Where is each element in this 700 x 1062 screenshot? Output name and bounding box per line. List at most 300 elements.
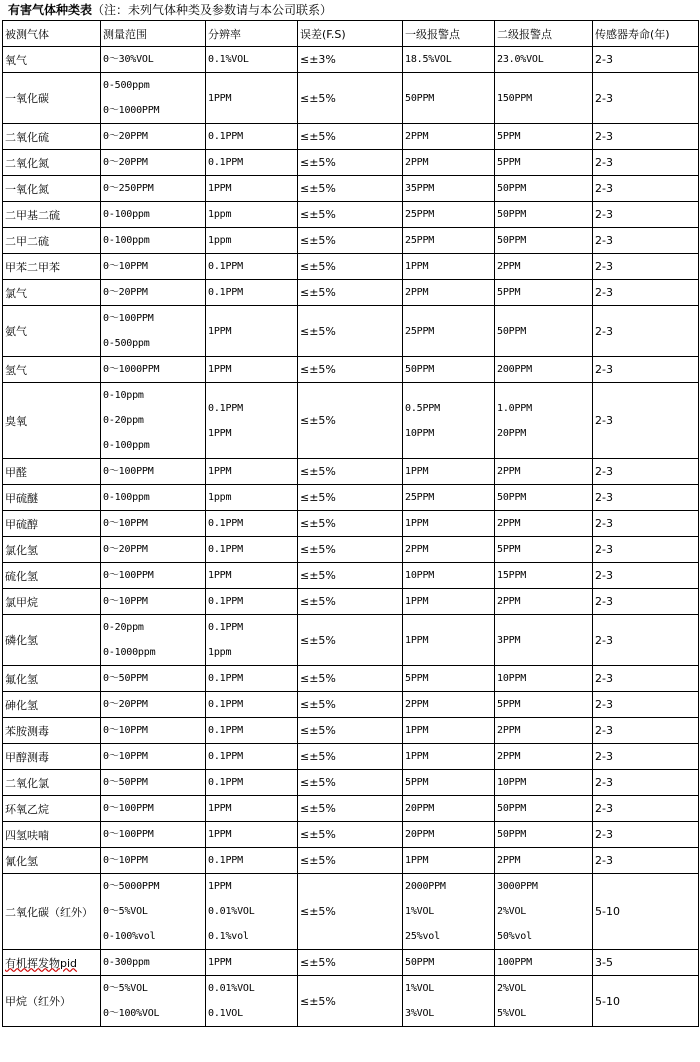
cell-resolution <box>206 848 298 874</box>
table-row <box>3 770 699 796</box>
cell-error <box>298 124 403 150</box>
cell-line: 100PPM <box>497 957 532 968</box>
cell-text: 3-5 <box>595 956 613 969</box>
cell-error <box>298 254 403 280</box>
cell-line: 0～10PPM <box>103 261 148 272</box>
document-title <box>8 0 332 20</box>
cell-line: 3000PPM <box>497 881 538 892</box>
cell-line: 0～20PPM <box>103 544 148 555</box>
cell-line: 2PPM <box>497 725 521 736</box>
cell-resolution <box>206 874 298 950</box>
title-main: 有害气体种类表 <box>8 3 93 17</box>
cell-error <box>298 306 403 357</box>
cell-alarm2 <box>495 718 593 744</box>
cell-line: 2PPM <box>497 855 521 866</box>
cell-text: 2-3 <box>595 465 613 478</box>
cell-line: 0.1PPM <box>208 596 243 607</box>
gas-parameter-table <box>2 20 699 1027</box>
table-row <box>3 537 699 563</box>
cell-line: 5PPM <box>405 673 429 684</box>
cell-life <box>593 692 699 718</box>
cell-text: ≤±5% <box>300 854 336 867</box>
cell-gas <box>3 718 101 744</box>
cell-resolution <box>206 280 298 306</box>
table-header-row <box>3 21 699 47</box>
cell-text: ≤±5% <box>300 828 336 841</box>
cell-range <box>101 976 206 1027</box>
cell-range <box>101 383 206 459</box>
cell-life <box>593 537 699 563</box>
cell-range <box>101 357 206 383</box>
cell-alarm2 <box>495 796 593 822</box>
cell-text: 一氧化氮 <box>5 182 49 196</box>
cell-text: 2-3 <box>595 750 613 763</box>
cell-error <box>298 563 403 589</box>
cell-line: 25PPM <box>405 492 435 503</box>
cell-alarm2 <box>495 615 593 666</box>
cell-text: 二甲二硫 <box>5 234 49 248</box>
cell-text: 氯气 <box>5 286 27 300</box>
cell-life <box>593 718 699 744</box>
cell-error <box>298 459 403 485</box>
cell-text: 甲硫醚 <box>5 491 38 505</box>
cell-life <box>593 176 699 202</box>
cell-error <box>298 150 403 176</box>
cell-error <box>298 202 403 228</box>
cell-alarm1 <box>403 383 495 459</box>
table-row <box>3 615 699 666</box>
cell-text: 2-3 <box>595 491 613 504</box>
cell-gas <box>3 950 101 976</box>
cell-gas <box>3 228 101 254</box>
cell-text: 氢气 <box>5 363 27 377</box>
cell-text: ≤±5% <box>300 414 336 427</box>
cell-life <box>593 202 699 228</box>
cell-line: 0-100ppm <box>103 209 150 220</box>
cell-line: 0.1PPM <box>208 157 243 168</box>
header-life: 传感器寿命(年) <box>593 21 699 47</box>
cell-resolution <box>206 615 298 666</box>
cell-text: 二氧化硫 <box>5 130 49 144</box>
cell-text: 甲醛 <box>5 465 27 479</box>
cell-text: 臭氧 <box>5 414 27 428</box>
cell-line: 1PPM <box>208 957 232 968</box>
cell-line: 0.1VOL <box>208 1008 243 1019</box>
cell-gas <box>3 563 101 589</box>
cell-line: 0.1%vol <box>208 931 249 942</box>
cell-line: 0.1PPM <box>208 673 243 684</box>
cell-resolution <box>206 254 298 280</box>
cell-text: 2-3 <box>595 776 613 789</box>
cell-text: ≤±5% <box>300 91 336 105</box>
cell-line: 3%VOL <box>405 1008 435 1019</box>
table-row <box>3 874 699 950</box>
cell-text: ≤±5% <box>300 208 336 221</box>
cell-error <box>298 848 403 874</box>
cell-range <box>101 485 206 511</box>
table-row <box>3 306 699 357</box>
cell-line: 0～100%VOL <box>103 1008 160 1019</box>
table-row <box>3 228 699 254</box>
cell-gas <box>3 150 101 176</box>
cell-line: 5PPM <box>405 777 429 788</box>
cell-error <box>298 280 403 306</box>
cell-line: 25PPM <box>405 235 435 246</box>
cell-line: 0～100PPM <box>103 829 154 840</box>
cell-text: 5-10 <box>595 994 620 1008</box>
cell-line: 20PPM <box>497 427 527 439</box>
cell-line: 1ppm <box>208 209 232 220</box>
cell-text: ≤±5% <box>300 956 336 969</box>
cell-error <box>298 666 403 692</box>
cell-text: 2-3 <box>595 854 613 867</box>
cell-text: ≤±5% <box>300 724 336 737</box>
cell-error <box>298 950 403 976</box>
cell-line: 2PPM <box>405 544 429 555</box>
cell-line: 18.5%VOL <box>405 54 452 65</box>
cell-error <box>298 383 403 459</box>
cell-alarm1 <box>403 537 495 563</box>
cell-range <box>101 306 206 357</box>
cell-text: 甲烷（红外） <box>5 995 71 1008</box>
cell-text: ≤±5% <box>300 286 336 299</box>
cell-alarm2 <box>495 383 593 459</box>
cell-resolution <box>206 744 298 770</box>
cell-line: 1PPM <box>208 466 232 477</box>
cell-alarm1 <box>403 950 495 976</box>
cell-line: 50PPM <box>497 209 527 220</box>
cell-gas <box>3 124 101 150</box>
cell-line: 2PPM <box>497 466 521 477</box>
cell-gas <box>3 822 101 848</box>
cell-line: 10PPM <box>497 673 527 684</box>
cell-error <box>298 822 403 848</box>
cell-alarm2 <box>495 874 593 950</box>
cell-alarm2 <box>495 228 593 254</box>
cell-line: 0～50PPM <box>103 777 148 788</box>
cell-text: ≤±5% <box>300 517 336 530</box>
cell-alarm1 <box>403 150 495 176</box>
cell-line: 2PPM <box>405 699 429 710</box>
cell-life <box>593 254 699 280</box>
cell-error <box>298 615 403 666</box>
cell-line: 2%VOL <box>497 906 527 917</box>
cell-alarm1 <box>403 459 495 485</box>
cell-text: 2-3 <box>595 414 613 427</box>
cell-text: 2-3 <box>595 595 613 608</box>
table-row <box>3 589 699 615</box>
cell-life <box>593 383 699 459</box>
cell-alarm1 <box>403 306 495 357</box>
cell-life <box>593 976 699 1027</box>
cell-line: 0～20PPM <box>103 699 148 710</box>
cell-alarm2 <box>495 150 593 176</box>
cell-line: 50PPM <box>405 957 435 968</box>
cell-text: ≤±5% <box>300 776 336 789</box>
cell-line: 0.01%VOL <box>208 906 255 917</box>
cell-alarm2 <box>495 202 593 228</box>
cell-gas <box>3 744 101 770</box>
table-row <box>3 47 699 73</box>
cell-range <box>101 228 206 254</box>
cell-alarm2 <box>495 976 593 1027</box>
cell-line: 0～5%VOL <box>103 906 148 917</box>
cell-alarm2 <box>495 459 593 485</box>
cell-text: 四氢呋喃 <box>5 828 49 842</box>
table-row <box>3 459 699 485</box>
cell-range <box>101 124 206 150</box>
cell-life <box>593 357 699 383</box>
cell-line: 0～50PPM <box>103 673 148 684</box>
cell-text: 氧气 <box>5 53 27 67</box>
cell-gas <box>3 589 101 615</box>
cell-resolution <box>206 563 298 589</box>
cell-line: 50%vol <box>497 931 532 942</box>
cell-text: 二氧化碳（红外） <box>5 905 93 919</box>
cell-line: 1PPM <box>208 183 232 194</box>
cell-line: 0～250PPM <box>103 183 154 194</box>
cell-error <box>298 47 403 73</box>
cell-line: 0～10PPM <box>103 725 148 736</box>
cell-line: 50PPM <box>405 364 435 375</box>
cell-gas <box>3 692 101 718</box>
cell-resolution <box>206 485 298 511</box>
cell-gas <box>3 874 101 950</box>
cell-resolution <box>206 822 298 848</box>
cell-life <box>593 615 699 666</box>
cell-life <box>593 744 699 770</box>
cell-resolution <box>206 511 298 537</box>
cell-alarm1 <box>403 280 495 306</box>
cell-alarm1 <box>403 796 495 822</box>
cell-error <box>298 976 403 1027</box>
cell-text: 2-3 <box>595 828 613 841</box>
cell-text: 2-3 <box>595 260 613 273</box>
cell-line: 1PPM <box>405 518 429 529</box>
cell-line: 0～100PPM <box>103 803 154 814</box>
table-row <box>3 796 699 822</box>
cell-line: 1PPM <box>208 803 232 814</box>
cell-line: 50PPM <box>497 492 527 503</box>
cell-life <box>593 280 699 306</box>
cell-line: 1PPM <box>208 881 232 892</box>
cell-line: 1PPM <box>405 751 429 762</box>
cell-line: 5PPM <box>497 699 521 710</box>
cell-text: 环氧乙烷 <box>5 802 49 816</box>
cell-life <box>593 563 699 589</box>
cell-error <box>298 176 403 202</box>
cell-line: 35PPM <box>405 183 435 194</box>
cell-range <box>101 950 206 976</box>
cell-gas <box>3 47 101 73</box>
cell-line: 0～20PPM <box>103 131 148 142</box>
cell-resolution <box>206 47 298 73</box>
cell-alarm2 <box>495 563 593 589</box>
title-note: （注：未列气体种类及参数请与本公司联系） <box>92 3 333 17</box>
cell-line: 0.1PPM <box>208 402 243 414</box>
table-row <box>3 150 699 176</box>
cell-text: ≤±3% <box>300 53 336 66</box>
cell-life <box>593 150 699 176</box>
table-row <box>3 176 699 202</box>
cell-text: 氯化氢 <box>5 543 38 557</box>
cell-alarm1 <box>403 254 495 280</box>
cell-alarm2 <box>495 357 593 383</box>
cell-text: 2-3 <box>595 724 613 737</box>
cell-error <box>298 692 403 718</box>
cell-alarm2 <box>495 254 593 280</box>
cell-line: 50PPM <box>497 803 527 814</box>
table-row <box>3 822 699 848</box>
cell-gas <box>3 73 101 124</box>
cell-text: ≤±5% <box>300 260 336 273</box>
cell-life <box>593 47 699 73</box>
cell-line: 0-20ppm <box>103 415 144 426</box>
cell-line: 2PPM <box>497 596 521 607</box>
cell-text: 甲硫醇 <box>5 517 38 531</box>
cell-alarm2 <box>495 537 593 563</box>
cell-error <box>298 796 403 822</box>
cell-text: ≤±5% <box>300 905 336 918</box>
cell-alarm2 <box>495 176 593 202</box>
cell-alarm1 <box>403 511 495 537</box>
cell-range <box>101 47 206 73</box>
cell-line: 0.1PPM <box>208 777 243 788</box>
cell-line: 0-1000ppm <box>103 647 156 658</box>
cell-line: 1%VOL <box>405 906 435 917</box>
cell-line: 0～10PPM <box>103 518 148 529</box>
cell-range <box>101 874 206 950</box>
cell-life <box>593 124 699 150</box>
cell-text: ≤±5% <box>300 698 336 711</box>
header-alarm2: 二级报警点 <box>495 21 593 47</box>
cell-range <box>101 459 206 485</box>
cell-alarm2 <box>495 744 593 770</box>
cell-text: 氨气 <box>5 325 27 338</box>
cell-line: 10PPM <box>405 570 435 581</box>
header-error: 误差(F.S) <box>298 21 403 47</box>
cell-line: 20PPM <box>405 803 435 814</box>
cell-resolution <box>206 589 298 615</box>
cell-error <box>298 589 403 615</box>
cell-line: 5PPM <box>497 544 521 555</box>
cell-line: 0.1PPM <box>208 622 243 633</box>
cell-alarm1 <box>403 176 495 202</box>
cell-range <box>101 770 206 796</box>
cell-line: 1ppm <box>208 647 232 658</box>
cell-text: 2-3 <box>595 182 613 195</box>
cell-life <box>593 73 699 124</box>
cell-line: 1PPM <box>405 596 429 607</box>
cell-text: 氯甲烷 <box>5 595 38 609</box>
cell-line: 0-100ppm <box>103 492 150 503</box>
cell-resolution <box>206 176 298 202</box>
cell-text: ≤±5% <box>300 363 336 376</box>
cell-line: 3PPM <box>497 634 521 646</box>
cell-text: 2-3 <box>595 286 613 299</box>
cell-alarm2 <box>495 73 593 124</box>
cell-line: 0.1PPM <box>208 751 243 762</box>
cell-line: 10PPM <box>497 777 527 788</box>
cell-range <box>101 589 206 615</box>
table-row <box>3 976 699 1027</box>
cell-text: ≤±5% <box>300 750 336 763</box>
cell-line: 200PPM <box>497 364 532 375</box>
cell-alarm2 <box>495 485 593 511</box>
cell-text: 2-3 <box>595 234 613 247</box>
cell-line: 50PPM <box>405 92 435 104</box>
cell-line: 25%vol <box>405 931 440 942</box>
cell-alarm1 <box>403 692 495 718</box>
cell-line: 0.1PPM <box>208 261 243 272</box>
header-gas: 被测气体 <box>3 21 101 47</box>
table-row <box>3 950 699 976</box>
cell-line: 50PPM <box>497 829 527 840</box>
cell-alarm2 <box>495 589 593 615</box>
cell-range <box>101 615 206 666</box>
cell-line: 5PPM <box>497 131 521 142</box>
cell-line: 2PPM <box>405 157 429 168</box>
cell-text: 一氧化碳 <box>5 92 49 105</box>
cell-text: 2-3 <box>595 672 613 685</box>
cell-text: ≤±5% <box>300 633 336 647</box>
cell-text: 砷化氢 <box>5 698 38 712</box>
cell-range <box>101 511 206 537</box>
table-row <box>3 744 699 770</box>
cell-line: 5%VOL <box>497 1008 527 1019</box>
table-row <box>3 73 699 124</box>
cell-resolution <box>206 124 298 150</box>
cell-line: 1ppm <box>208 492 232 503</box>
cell-line: 1PPM <box>208 92 232 104</box>
cell-resolution <box>206 228 298 254</box>
cell-text: 5-10 <box>595 905 620 918</box>
cell-alarm2 <box>495 666 593 692</box>
cell-range <box>101 848 206 874</box>
cell-line: 150PPM <box>497 92 532 104</box>
cell-line: 1PPM <box>208 427 232 439</box>
cell-line: 1PPM <box>405 855 429 866</box>
cell-error <box>298 357 403 383</box>
cell-line: 50PPM <box>497 183 527 194</box>
cell-resolution <box>206 666 298 692</box>
cell-gas <box>3 254 101 280</box>
cell-range <box>101 280 206 306</box>
table-row <box>3 666 699 692</box>
cell-range <box>101 666 206 692</box>
cell-text: ≤±5% <box>300 994 336 1008</box>
cell-text: ≤±5% <box>300 156 336 169</box>
cell-range <box>101 202 206 228</box>
cell-life <box>593 666 699 692</box>
cell-text: ≤±5% <box>300 465 336 478</box>
cell-line: 2PPM <box>405 287 429 298</box>
cell-line: 0～30%VOL <box>103 54 154 65</box>
cell-text: ≤±5% <box>300 802 336 815</box>
cell-alarm2 <box>495 280 593 306</box>
cell-alarm1 <box>403 744 495 770</box>
cell-alarm2 <box>495 770 593 796</box>
cell-text: 2-3 <box>595 53 613 66</box>
cell-alarm1 <box>403 563 495 589</box>
cell-line: 0.1PPM <box>208 699 243 710</box>
cell-line: 1PPM <box>208 570 232 581</box>
cell-resolution <box>206 692 298 718</box>
header-resolution: 分辨率 <box>206 21 298 47</box>
cell-text: ≤±5% <box>300 182 336 195</box>
cell-alarm1 <box>403 202 495 228</box>
cell-line: 0～1000PPM <box>103 105 160 116</box>
